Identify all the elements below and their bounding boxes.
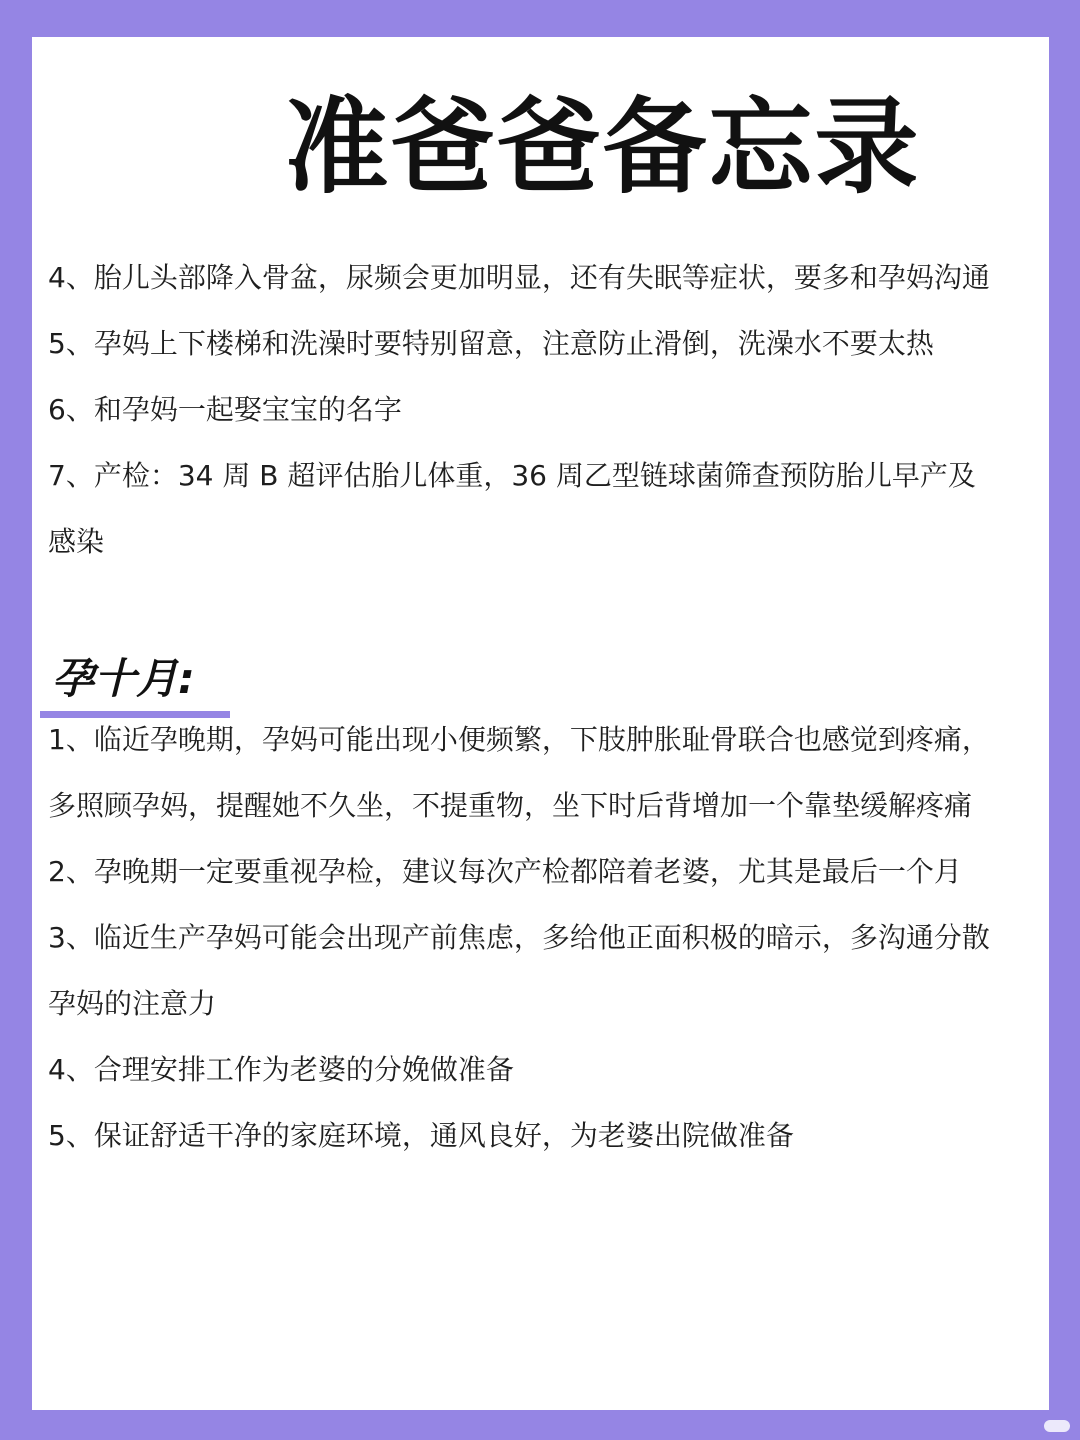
list-item: 4、胎儿头部降入骨盆，尿频会更加明显，还有失眠等症状，要多和孕妈沟通	[48, 261, 990, 294]
page-title: 准爸爸备忘录	[284, 86, 921, 208]
memo-sheet	[32, 37, 1049, 1410]
list-item: 1、临近孕晚期，孕妈可能出现小便频繁，下肢肿胀耻骨联合也感觉到疼痛，	[48, 723, 990, 756]
list-item-continuation: 多照顾孕妈，提醒她不久坐，不提重物，坐下时后背增加一个靠垫缓解疼痛	[48, 789, 973, 822]
list-item: 2、孕晚期一定要重视孕检，建议每次产检都陪着老婆，尤其是最后一个月	[48, 855, 962, 888]
list-item: 5、保证舒适干净的家庭环境，通风良好，为老婆出院做准备	[48, 1119, 794, 1152]
watermark-badge	[1044, 1420, 1070, 1432]
list-item: 6、和孕妈一起娶宝宝的名字	[48, 393, 402, 426]
section-heading: 孕十月:	[52, 654, 195, 703]
list-item: 3、临近生产孕妈可能会出现产前焦虑，多给他正面积极的暗示，多沟通分散	[48, 921, 990, 954]
list-item-continuation: 孕妈的注意力	[48, 987, 217, 1020]
list-item: 5、孕妈上下楼梯和洗澡时要特别留意，注意防止滑倒，洗澡水不要太热	[48, 327, 934, 360]
list-item: 7、产检：34 周 B 超评估胎儿体重，36 周乙型链球菌筛查预防胎儿早产及	[48, 459, 976, 492]
section-a	[48, 245, 1038, 575]
section-b	[48, 707, 1038, 1169]
list-item: 4、合理安排工作为老婆的分娩做准备	[48, 1053, 514, 1086]
list-item-continuation: 感染	[48, 525, 105, 558]
